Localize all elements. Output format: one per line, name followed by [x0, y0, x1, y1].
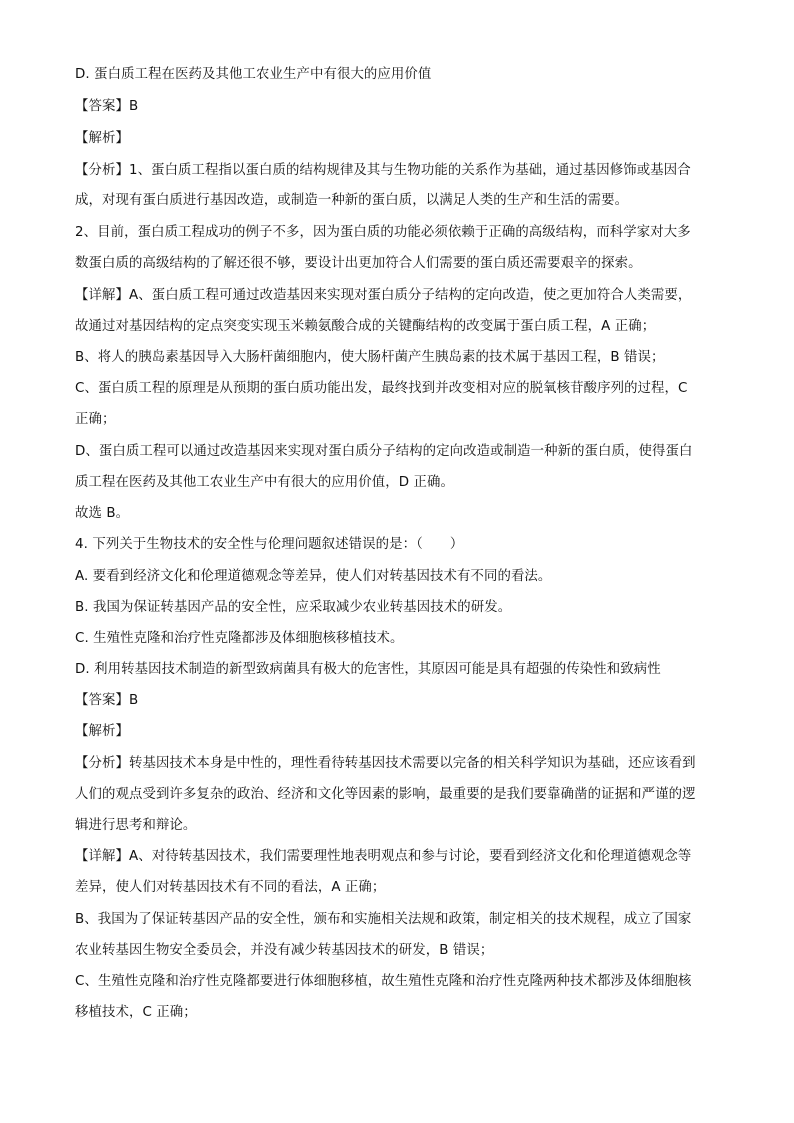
- text-line: 数蛋白质的高级结构的了解还很不够，要设计出更加符合人们需要的蛋白质还需要艰辛的探索。: [75, 256, 642, 271]
- text-line: 故通过对基因结构的定点突变实现玉米赖氨酸合成的关键酶结构的改变属于蛋白质工程，A 正确；: [75, 319, 656, 334]
- text-line: 2、目前，蛋白质工程成功的例子不多，因为蛋白质的功能必须依赖于正确的高级结构，而科学家对大多: [75, 225, 691, 240]
- text-line: B、我国为了保证转基因产品的安全性，颁布和实施相关法规和政策，制定相关的技术规程，成立了国家: [75, 912, 692, 927]
- option-d: D. 利用转基因技术制造的新型致病菌具有极大的危害性，其原因可能是具有超强的传染性和致病性: [75, 662, 661, 677]
- text-line: 人们的观点受到许多复杂的政治、经济和文化等因素的影响，最重要的是我们要靠确凿的证据和严谨的逻: [75, 787, 696, 802]
- text-line: 差异，使人们对转基因技术有不同的看法，A 正确；: [75, 880, 386, 895]
- question-stem: 4. 下列关于生物技术的安全性与伦理问题叙述错误的是：（ ）: [75, 537, 464, 552]
- text-line: 移植技术，C 正确；: [75, 1005, 197, 1020]
- text-line: D. 蛋白质工程在医药及其他工农业生产中有很大的应用价值: [75, 67, 432, 82]
- text-line: 成，对现有蛋白质进行基因改造，或制造一种新的蛋白质，以满足人类的生产和生活的需要。: [75, 193, 629, 208]
- option-a: A. 要看到经济文化和伦理道德观念等差异，使人们对转基因技术有不同的看法。: [75, 569, 552, 584]
- text-line: 正确；: [75, 412, 116, 427]
- text-line: 【分析】1、蛋白质工程指以蛋白质的结构规律及其与生物功能的关系作为基础，通过基因修饰或基因合: [75, 163, 691, 178]
- text-line: 【详解】A、蛋白质工程可通过改造基因来实现对蛋白质分子结构的定向改造，使之更加符合人类需要，: [75, 288, 692, 303]
- text-line: 农业转基因生物安全委员会，并没有减少转基因技术的研发，B 错误；: [75, 943, 494, 958]
- text-line: C、蛋白质工程的原理是从预期的蛋白质功能出发，最终找到并改变相对应的脱氧核苷酸序列的过程，C: [75, 381, 688, 396]
- text-line: 【解析】: [75, 131, 129, 146]
- text-line: C、生殖性克隆和治疗性克隆都要进行体细胞移植，故生殖性克隆和治疗性克隆两种技术都涉及体细胞核: [75, 974, 692, 989]
- text-line: 辑进行思考和辩论。: [75, 818, 197, 833]
- option-b: B. 我国为保证转基因产品的安全性，应采取减少农业转基因技术的研发。: [75, 600, 512, 615]
- answer-label: 【答案】B: [75, 693, 139, 708]
- analysis-label: 【解析】: [75, 724, 129, 739]
- text-line: 故选 B。: [75, 506, 130, 521]
- text-line: 质工程在医药及其他工农业生产中有很大的应用价值，D 正确。: [75, 475, 455, 490]
- text-line: 【详解】A、对待转基因技术，我们需要理性地表明观点和参与讨论，要看到经济文化和伦理道德观念等: [75, 849, 692, 864]
- option-c: C. 生殖性克隆和治疗性克隆都涉及体细胞核移植技术。: [75, 631, 404, 646]
- text-line: 【分析】转基因技术本身是中性的，理性看待转基因技术需要以完备的相关科学知识为基础，还应该看到: [75, 756, 696, 771]
- text-line: D、蛋白质工程可以通过改造基因来实现对蛋白质分子结构的定向改造或制造一种新的蛋白质，使得蛋白: [75, 444, 693, 459]
- text-line: B、将人的胰岛素基因导入大肠杆菌细胞内，使大肠杆菌产生胰岛素的技术属于基因工程，B 错误；: [75, 350, 665, 365]
- text-line: 【答案】B: [75, 99, 139, 114]
